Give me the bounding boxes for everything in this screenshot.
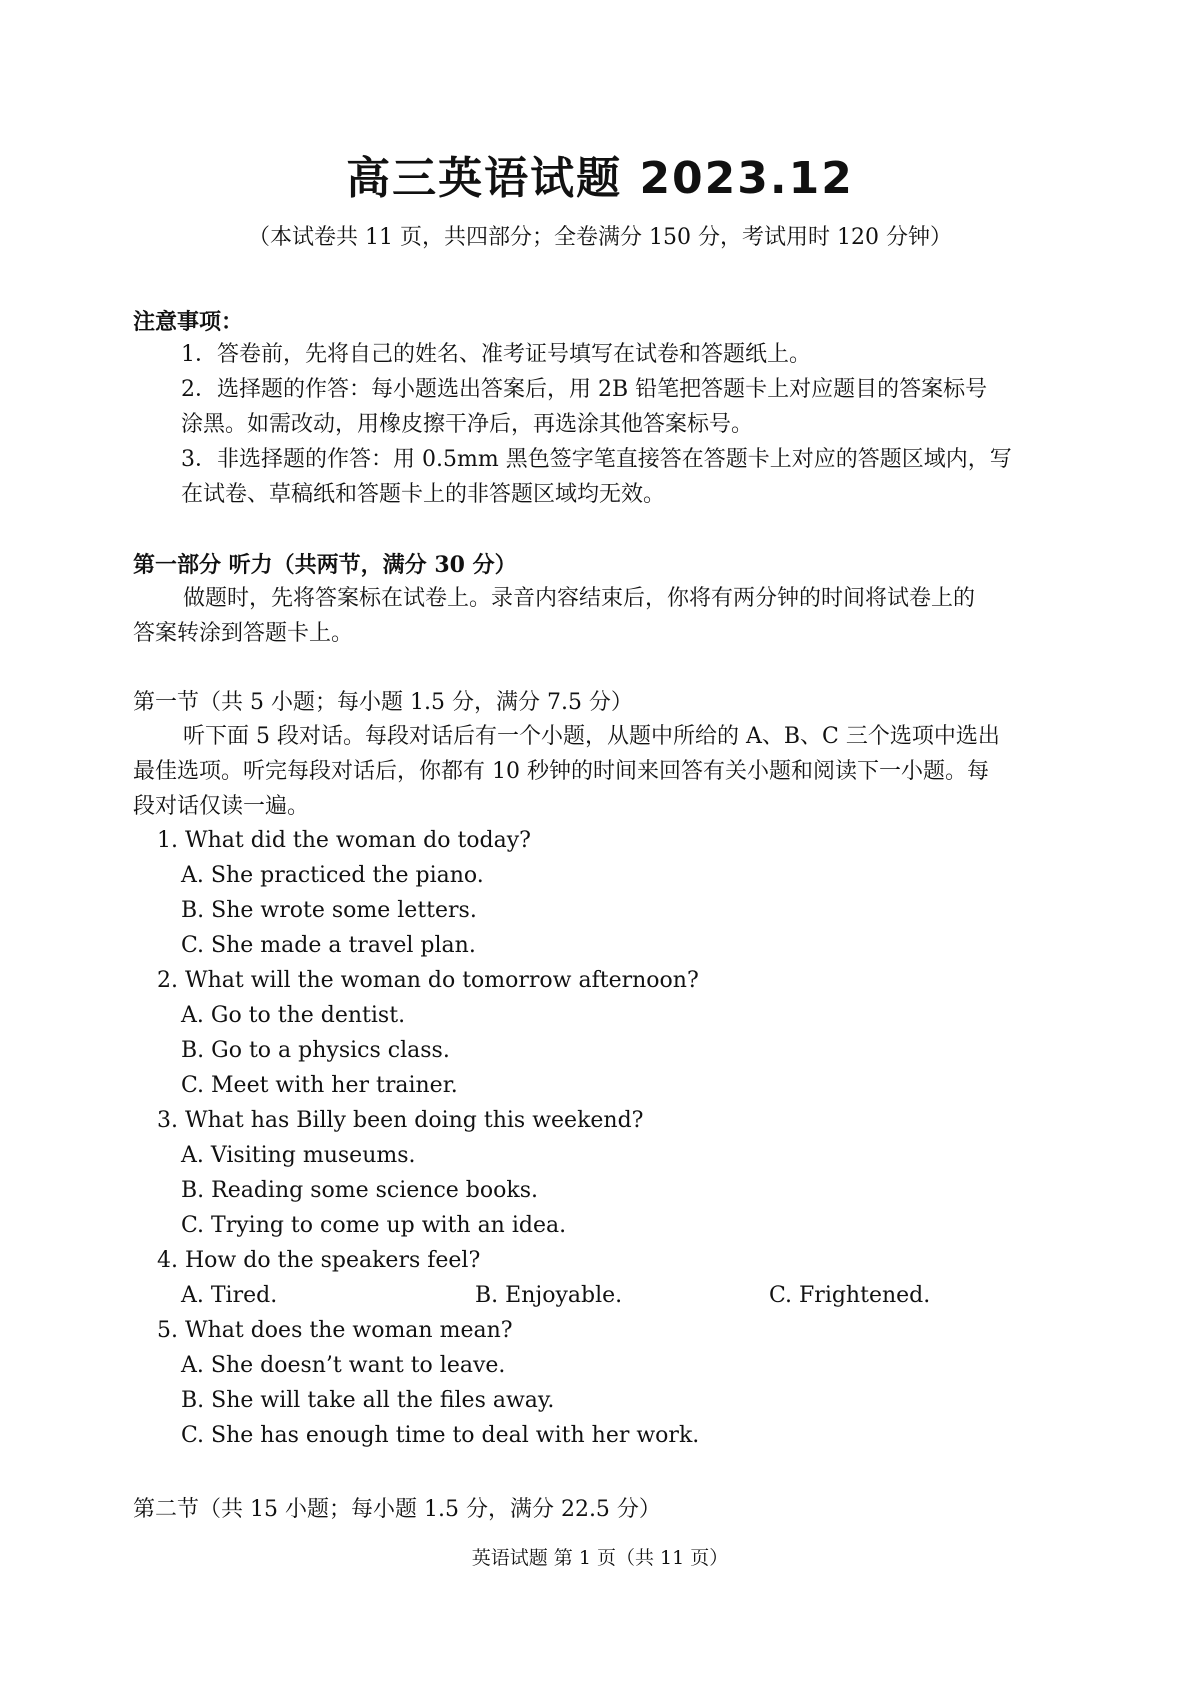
option-a: A. She practiced the piano. [181,863,484,888]
question-text: 4. How do the speakers feel? [157,1248,481,1273]
section1-intro-line: 段对话仅读一遍。 [133,794,310,819]
section1-heading: 第一节（共 5 小题；每小题 1.5 分，满分 7.5 分） [133,690,633,715]
notice-heading: 注意事项： [133,309,244,335]
option-c: C. She made a travel plan. [181,933,476,958]
option-c: C. Frightened. [769,1283,931,1308]
section1-intro-line: 听下面 5 段对话。每段对话后有一个小题，从题中所给的 A、B、C 三个选项中选出 [183,724,1000,749]
option-b: B. Reading some science books. [181,1178,538,1203]
notice-line: 1．答卷前，先将自己的姓名、准考证号填写在试卷和答题纸上。 [181,342,811,367]
option-b: B. Go to a physics class. [181,1038,450,1063]
notice-line: 2．选择题的作答：每小题选出答案后，用 2B 铅笔把答题卡上对应题目的答案标号 [181,377,988,402]
section2-heading: 第二节（共 15 小题；每小题 1.5 分，满分 22.5 分） [133,1497,661,1522]
option-b: B. Enjoyable. [475,1283,623,1308]
part1-intro-line: 答案转涂到答题卡上。 [133,621,354,646]
notice-line: 在试卷、草稿纸和答题卡上的非答题区域均无效。 [181,482,666,507]
option-c: C. She has enough time to deal with her work. [181,1423,700,1448]
option-a: A. Visiting museums. [181,1143,416,1168]
option-b: B. She will take all the files away. [181,1388,555,1413]
page-subtitle: （本试卷共 11 页，共四部分；全卷满分 150 分，考试用时 120 分钟） [248,225,952,250]
option-a: A. She doesn’t want to leave. [181,1353,506,1378]
question-text: 3. What has Billy been doing this weekend? [157,1108,644,1133]
option-c: C. Trying to come up with an idea. [181,1213,567,1238]
question-text: 5. What does the woman mean? [157,1318,513,1343]
option-b: B. She wrote some letters. [181,898,477,923]
page-footer: 英语试题 第 1 页（共 11 页） [471,1547,729,1569]
page-title: 高三英语试题 2023.12 [346,153,854,204]
part1-heading: 第一部分 听力（共两节，满分 30 分） [133,552,517,578]
question-text: 2. What will the woman do tomorrow afternoon? [157,968,699,993]
part1-intro-line: 做题时，先将答案标在试卷上。录音内容结束后，你将有两分钟的时间将试卷上的 [183,586,976,611]
option-c: C. Meet with her trainer. [181,1073,458,1098]
notice-line: 涂黑。如需改动，用橡皮擦干净后，再选涂其他答案标号。 [181,412,754,437]
option-a: A. Go to the dentist. [181,1003,406,1028]
option-a: A. Tired. [181,1283,278,1308]
notice-line: 3．非选择题的作答：用 0.5mm 黑色签字笔直接答在答题卡上对应的答题区域内，写 [181,447,1012,472]
question-text: 1. What did the woman do today? [157,828,531,853]
section1-intro-line: 最佳选项。听完每段对话后，你都有 10 秒钟的时间来回答有关小题和阅读下一小题。每 [133,759,989,784]
